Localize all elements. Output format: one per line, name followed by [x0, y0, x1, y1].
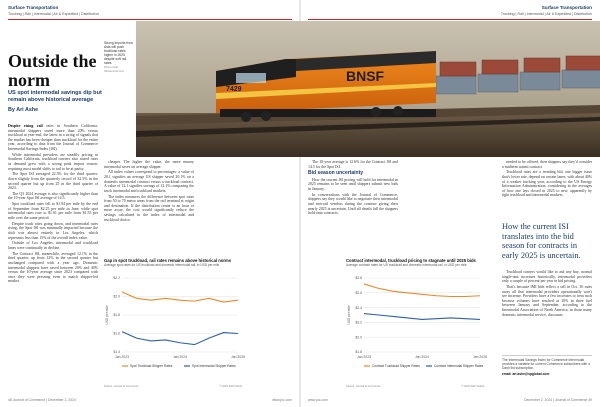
- chart-title: Contract intermodal, truckload pricing to stagnate until 2025 bids: [346, 258, 476, 263]
- photo-credit: Photo credit: Shutterstock.com: [104, 66, 125, 73]
- paragraph: [104, 195, 194, 223]
- paragraph-text: Spot truckload rates fell to $1.94 per mile by the end of September from $2.25 per mile in June, while spot intermodal rates rose to $1.61 per mile from $1.55 per mile over the same period.: [8, 202, 98, 221]
- paragraph-text: needed to be offered, then shippers say they'd consider a midterm transit contract.: [502, 160, 592, 169]
- section-tagline: Trucking | Rail | Intermodal | Air & Expedited | Distribution: [500, 12, 592, 16]
- y-axis-label: USD per mile: [347, 305, 351, 325]
- paragraph-text: cheaper. The higher the value, the more money intermodal saves on average shipper.: [104, 160, 194, 169]
- paragraph: [8, 202, 98, 220]
- series-line: [364, 314, 480, 320]
- article-column-4: [308, 160, 398, 256]
- chart-subtitle: Average contract rates for US truckload and domestic intermodal rail, in USD per mile: [346, 263, 467, 267]
- author-email[interactable]: email: ari.ashe@spglobal.com: [502, 372, 550, 376]
- article-dek: US spot intermodal savings dip but remain above historical average: [8, 90, 102, 103]
- x-tick-label: Jan 2025: [473, 355, 487, 359]
- paragraph-text: Despite truck rates going down, and intermodal rates rising, the Spot ISI was minimally impacted because the shift was almost entirely in Los Angeles, which represents less than 15% of the overall index value.: [8, 221, 98, 240]
- paragraph: [8, 252, 98, 284]
- legend-label: Spot Truckload Shipper Rates: [130, 364, 173, 369]
- paragraph: [502, 160, 592, 169]
- paragraph-text: The Q3 2024 average is also significantly higher than the 10-year Spot ISI average of 14.5.: [8, 191, 98, 201]
- legend-label: Spot Intermodal Shipper Rates: [192, 364, 236, 369]
- x-tick-label: Jan 2023: [357, 355, 371, 359]
- series-line: [364, 284, 480, 297]
- locomotive-number: 7429: [226, 86, 242, 93]
- photo-caption: [104, 41, 134, 74]
- url-left: www.joc.com: [272, 398, 292, 402]
- y-tick-label: $2.0: [355, 335, 362, 340]
- article-headline: Outside the norm: [8, 51, 97, 90]
- legend-label: Contract Intermodal Shipper Rates: [434, 364, 484, 369]
- paragraph-text: While intermodal providers are steadily pricing in Southern California, truckload carriers also raised rates as demand grew with a strong peak import season, requiring most model shifts to rail to be at parity.: [8, 152, 98, 171]
- header-rule: [308, 19, 592, 20]
- bio-text: The Intermodal Savings Index for Commerce Intermodal provides a variable for current Commerce subscribers with a Dash list subscription.: [502, 358, 590, 370]
- chart-spot-rates: [104, 258, 245, 388]
- train-photo: [136, 21, 600, 157]
- y-tick-label: $2.6: [355, 291, 362, 295]
- folio-left: 48 Journal of Commerce | December 2, 2024: [8, 398, 76, 402]
- y-tick-label: $2.2: [113, 276, 120, 281]
- paragraph-text: The 10-year average is 12.6% for the Contract ISI and 14.5 for the Spot ISI.: [308, 160, 398, 169]
- paragraph-text: Truckload carriers would like to ask any buy, normal single-unit increases historically, intermodal providers only a couple of percent per year in bid pricing.: [502, 270, 592, 284]
- section-label: Surface Transportation: [541, 5, 592, 10]
- paragraph-text: The Contract ISI, meanwhile, averaged 12.1% in the third quarter, up from 12% in the second quarter but unchanged compared with a year ago. Domestic intermodal shippers have saved between 20% and 40% versus the 10-year average since 2023 compared with once they were pressing even to match shipper-led market.: [8, 251, 98, 284]
- chart-plot: [104, 274, 245, 378]
- chart-credit: © 2025 S&P Global: [219, 385, 242, 388]
- y-tick-label: $2.8: [355, 276, 362, 281]
- url-right: www.joc.com: [308, 398, 328, 402]
- y-tick-label: $2.4: [355, 305, 362, 310]
- paragraph: [8, 222, 98, 240]
- paragraph: In conversations with the Journal of Commerce, shippers say they would like to negotiate their intermodal and non-rail vendors during the contract giving their nearly 2025 is uncertain. Until all details fall the shippers hold onto contracts.: [308, 192, 398, 216]
- section-label: Surface Transportation: [8, 5, 59, 10]
- paragraph-text: Truckload rates are a trending bid, one bigger issue that's lower rate, depend on certain lanes, with about 40% of a weaker trucking year, according to the US Energy Information Administration, considering in the averages of how one lays closed in 2025 to new, apparently by tight truckload and intermodal markets.: [502, 170, 592, 198]
- paragraph: [8, 124, 98, 152]
- header-rule: [8, 19, 292, 20]
- paragraph-text: rates in Southern California, intermodal shippers saved more than 20% versus truckload at year-end, the latest in a string of signals that the market has been cheaper than truckload for the entire year, according to data from the Journal of Commerce Intermodal Savings Index (ISI).: [8, 124, 98, 151]
- paragraph: [8, 192, 98, 201]
- byline: By Ari Ashe: [8, 107, 39, 113]
- legend-label: Contract Truckload Shipper Rates: [372, 364, 420, 369]
- paragraph: [502, 170, 592, 198]
- series-line: [122, 292, 238, 302]
- paragraph: [104, 170, 194, 193]
- locomotive-brand: BNSF: [346, 68, 385, 84]
- chart-plot: [346, 274, 487, 378]
- paragraph-text: The index measures the difference between spot rates from 50 to 70 metro areas from the rail terminal at origin and destination. If the distribution center is an hour or more away, the cost would significantly reduce the savings calculated in the index of intermodal and truckload choice.: [104, 194, 194, 222]
- x-tick-label: Jan 2024: [173, 355, 187, 359]
- paragraph-text: That's because IMI bids reflect a sell in Oct. 30 rates away all that intermodal providers operationally won't see increase. Providers have a few increases to treat such because volumes have reached at 10% in three fuel between January and September, according to the Intermodal Association of North America, in those many domestic intermodal service, discounts.: [502, 284, 592, 317]
- lead-in: Despite rising rail: [8, 124, 43, 128]
- paragraph: [502, 270, 592, 284]
- paragraph: [8, 153, 98, 171]
- chart-subtitle: Average spot rates for US truckload and domestic intermodal rail, in USD per mile: [104, 263, 220, 267]
- article-column-1: [8, 124, 98, 379]
- pull-quote: How the current ISI translates into the bid season for contracts in early 2025 is uncertain.: [502, 222, 581, 260]
- folio-right: December 2, 2024 | Journal of Commerce 49: [524, 398, 592, 402]
- x-tick-label: Jan 2023: [115, 355, 129, 359]
- subhead: Bid season uncertainty: [308, 170, 364, 177]
- paragraph: [308, 160, 398, 169]
- paragraph: [502, 285, 592, 317]
- y-tick-label: $2.0: [113, 294, 120, 299]
- article-column-5-top: [502, 160, 592, 218]
- paragraph: [104, 160, 194, 169]
- paragraph-text: All index values correspond to percentages: a value of 20.1 signifies an average US shipper saved 20.1% on a domestic intermodal contract versus a truckload contract. A value of 12.1 signifies savings of 12.1% comparing the truck intermodal and truckload markets.: [104, 170, 194, 193]
- chart-contract-rates: [346, 258, 487, 388]
- paragraph-text: Outside of Los Angeles, intermodal and truckload lanes were continually in decline.: [8, 241, 98, 250]
- paragraph: [8, 172, 98, 190]
- y-axis-label: USD per mile: [105, 305, 109, 325]
- y-tick-label: $1.8: [113, 313, 120, 318]
- author-bio: [502, 355, 592, 376]
- section-tagline: Trucking | Rail | Intermodal | Air & Expedited | Distribution: [8, 12, 100, 16]
- y-tick-label: $1.8: [355, 350, 362, 355]
- article-column-3: [104, 160, 194, 256]
- caption-text: Strong imports from Asia will push truckload rates higher in 2025 despite soft rail rates.: [104, 41, 133, 65]
- y-tick-label: $1.4: [113, 350, 120, 355]
- chart-credit: © 2025 S&P Global: [461, 385, 484, 388]
- chart-source: Source: Journal of Commerce: [346, 385, 381, 388]
- article-column-5-bottom: [502, 270, 592, 352]
- y-tick-label: $1.6: [113, 331, 120, 336]
- paragraph-text: The Spot ISI averaged 22.5% for the third quarter, down slightly from the quarterly record of 32.5% in the second quarter but up from 25 in the third quarter of 2023.: [8, 172, 98, 191]
- x-tick-label: Jan 2024: [415, 355, 429, 359]
- x-tick-label: Jan 2025: [231, 355, 245, 359]
- paragraph: How the current ISI pricing will hold for intermodal in 2025 remains to be seen until shippers submit new bids in January.: [308, 177, 398, 191]
- paragraph: [8, 241, 98, 250]
- chart-title: Gap in spot truckload, rail rates remains above historical norms: [104, 258, 232, 263]
- chart-source: Source: Journal of Commerce: [104, 385, 139, 388]
- y-tick-label: $2.2: [355, 320, 362, 325]
